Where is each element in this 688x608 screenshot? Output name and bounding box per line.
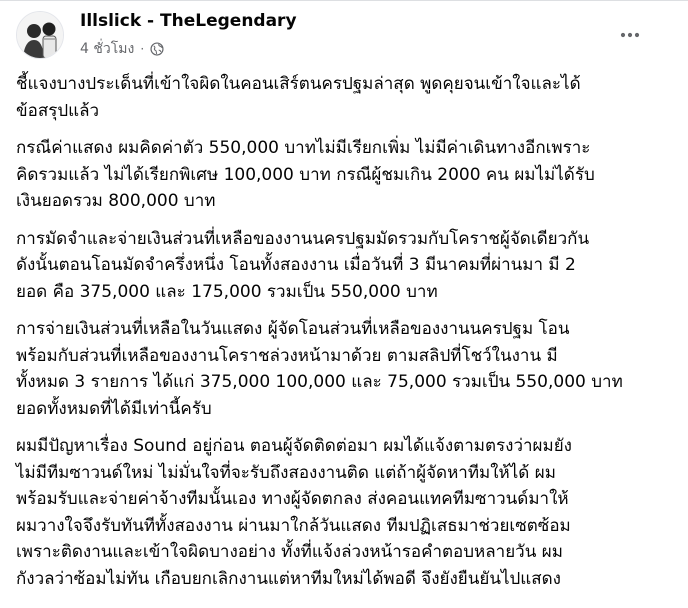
post-paragraph: กรณีค่าแสดง ผมคิดค่าตัว 550,000 บาทไม่มีเรียกเพิ่ม ไม่มีค่าเดินทางอีกเพราะ คิดรวมแล้ว ไม่ได้เรียกพิเศษ 100,000 บาท กรณีผู้ชมเกิน 2000 คน ผมไม่ได้รับ เงินยอดรวม 800,000 บาท xyxy=(16,138,595,211)
more-options-icon xyxy=(618,23,642,47)
post-paragraph: การจ่ายเงินส่วนที่เหลือในวันแสดง ผู้จัดโอนส่วนที่เหลือของงานนครปฐม โอน พร้อมกับส่วนที่เหลือของงานโคราชล่วงหน้ามาด้วย ตามสลิปที่โชว์ในงาน มี ทั้งหมด 3 รายการ ได้แก่ 375,000 100,000 และ 75,000 รวมเป็น 550,000 บาท ยอดทั้งหมดที่ได้มีเท่านี้ครับ xyxy=(16,319,623,419)
post-header xyxy=(0,1,688,73)
avatar-image xyxy=(17,12,64,59)
post-body xyxy=(16,71,676,603)
more-options-button[interactable] xyxy=(612,17,648,53)
author-avatar[interactable] xyxy=(16,11,64,59)
post-paragraph: ผมมีปัญหาเรื่อง Sound อยู่ก่อน ตอนผู้จัดติดต่อมา ผมได้แจ้งตามตรงว่าผมยัง ไม่มีทีมซาวนด์ใหม่ ไม่มั่นใจที่จะรับถึงสองงานติด แต่ถ้าผู้จัดหาทีมให้ได้ ผม พร้อมรับและจ่ายค่าจ้างทีมนั้นเอง ทางผู้จัดตกลง ส่งคอนแทคทีมซาวนด์มาให้ ผมวางใจจึงรับทันทีทั้งสองงาน ผ่านมาใกล้วันแสดง ทีมปฏิเสธมาช่วยเซตซ้อม เพราะติดงานและเข้าใจผิดบางอย่าง ทั้งที่แจ้งล่วงหน้ารอคำตอบหลายวัน ผม กังวลว่าซ้อมไม่ทัน เกือบยกเลิกงานแต่หาทีมใหม่ได้พอดี จึงยังยืนยันไปแสดง xyxy=(16,436,572,589)
post-meta xyxy=(80,38,164,60)
author-name[interactable]: Illslick - TheLegendary xyxy=(80,11,297,31)
globe-icon[interactable] xyxy=(150,42,164,56)
post-timestamp[interactable]: 4 ชั่วโมง xyxy=(80,41,135,57)
post-paragraph: การมัดจำและจ่ายเงินส่วนที่เหลือของงานนครปฐมมัดรวมกับโคราชผู้จัดเดียวกัน ดังนั้นตอนโอนมัดจำครึ่งหนึ่ง โอนทั้งสองงาน เมื่อวันที่ 3 มีนาคมที่ผ่านมา มี 2 ยอด คือ 375,000 และ 175,000 รวมเป็น 550,000 บาท xyxy=(16,228,590,302)
meta-separator: · xyxy=(140,42,145,56)
post-paragraph: ชี้แจงบางประเด็นที่เข้าใจผิดในคอนเสิร์ตนครปฐมล่าสุด พูดคุยจนเข้าใจและได้ ข้อสรุปแล้ว xyxy=(16,74,581,121)
